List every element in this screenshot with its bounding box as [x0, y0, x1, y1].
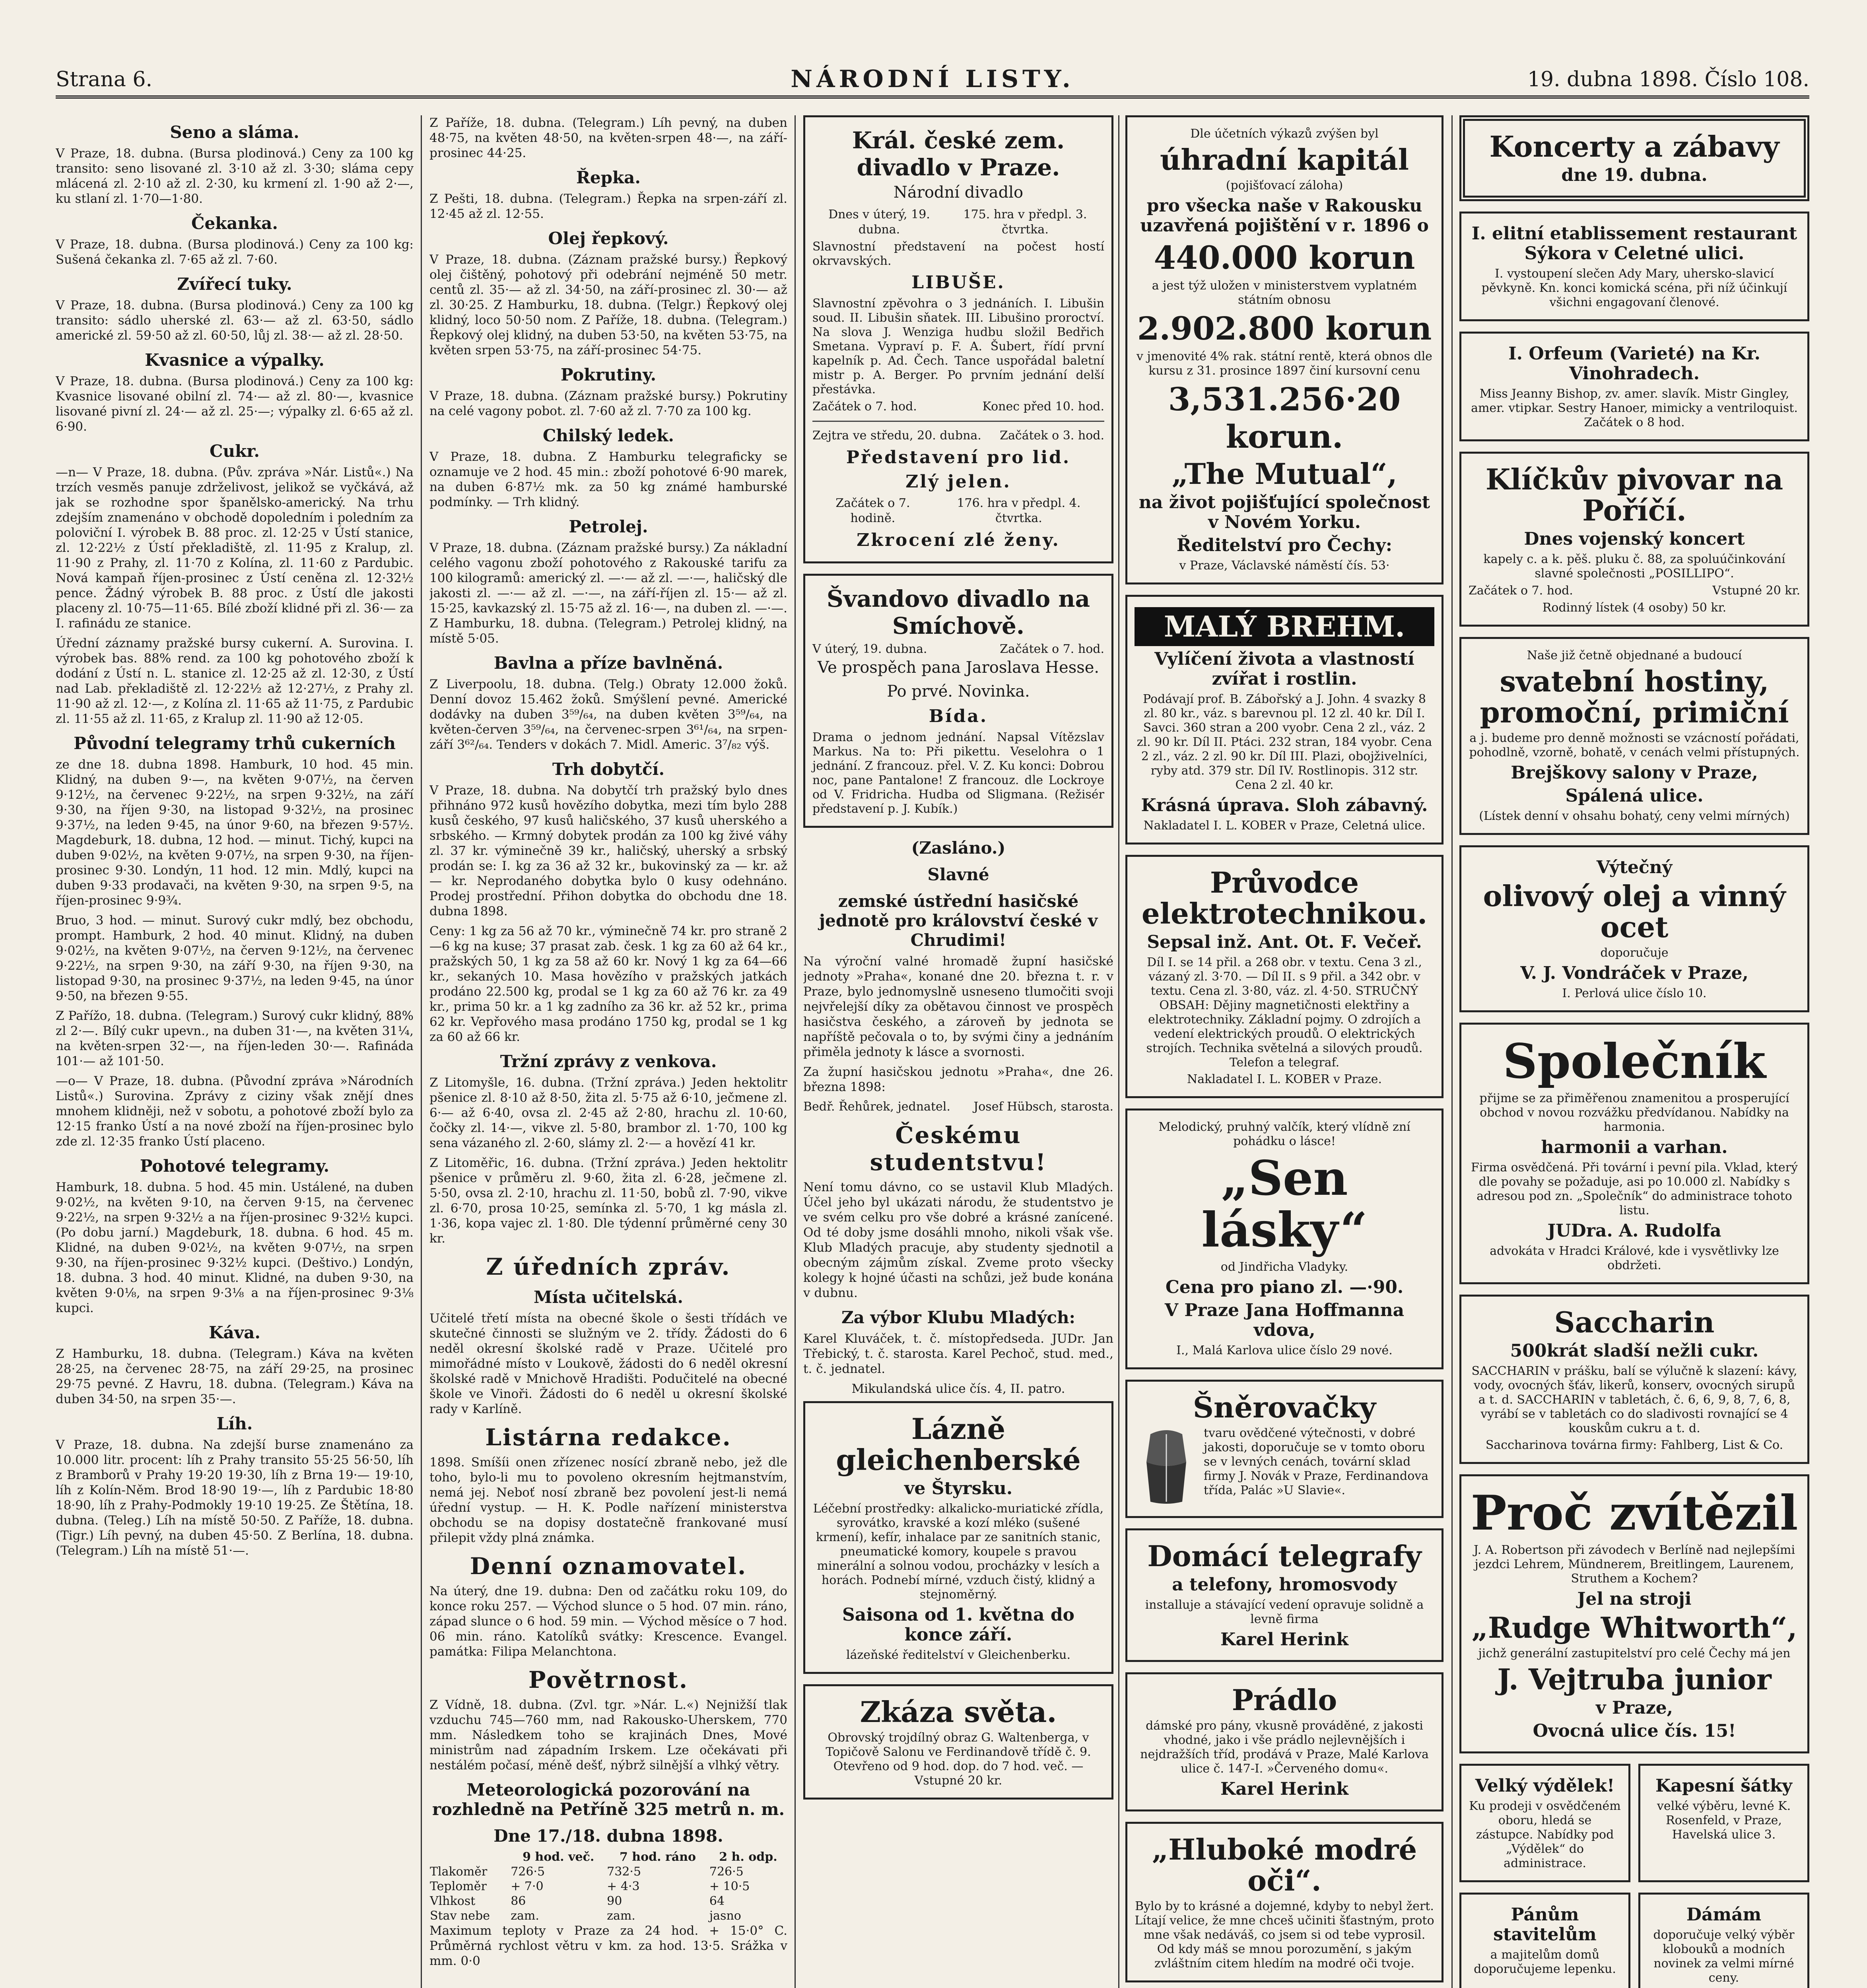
- program-date: Zejtra ve středu, 20. dubna.: [812, 429, 981, 443]
- ad-firm: Brejškovy salony v Praze,: [1511, 763, 1758, 783]
- ad-address: Ovocná ulice čís. 15!: [1533, 1721, 1736, 1741]
- ad-small: [1459, 1893, 1630, 1988]
- ad-subtitle: Výtečný: [1596, 857, 1673, 878]
- subsection-title: Místa učitelská.: [533, 1287, 684, 1307]
- table-row: [429, 1879, 787, 1894]
- ad-subtitle: Krásná úprava. Sloh zábavný.: [1141, 795, 1428, 815]
- ad-corsets: [1125, 1380, 1443, 1518]
- ad-venue: [1459, 212, 1809, 321]
- ad-title: „The Mutual“,: [1171, 457, 1397, 491]
- ad-text: kapely c. a k. pěš. pluku č. 88, za spoluúčinkování slavné společnosti „POSILLIPO“.: [1483, 552, 1785, 580]
- ad-brand: „Rudge Whitworth“,: [1471, 1611, 1797, 1644]
- ad-firm: Saccharinova továrna firmy: Fahlberg, List & Co.: [1485, 1438, 1783, 1452]
- theater-program: [803, 115, 1113, 563]
- ad-subtitle: Saisona od 1. května do konce září.: [842, 1605, 1074, 1645]
- section-title: Líh.: [216, 1414, 253, 1433]
- ad-bicycle: [1459, 1474, 1809, 1753]
- ad-text: (pojišťovací záloha): [1226, 179, 1343, 192]
- theater-title: Král. české zem. divadlo v Praze.: [852, 127, 1065, 181]
- ad-title: Dámám: [1686, 1905, 1762, 1925]
- ad-text: Nakladatel I. L. KOBER v Praze, Celetná ulice.: [1143, 819, 1426, 833]
- ad-amount: 3,531.256·20 korun.: [1168, 381, 1401, 455]
- ad-text: Nakladatel I. L. KOBER v Praze.: [1187, 1072, 1382, 1086]
- article-text: V Praze, 18. dubna. (Záznam pražské bursy.) Za nákladní celého vagonu zboží pohotového z Rakouské tarifu za 100 kilogramů: americký zl. —·— až zl. —·—, haličský dle jakosti zl. —·— až zl. —·—, na září-říjen zl. 15·— až zl. 15·25, kavkazský zl. 15·75 až zl. 16·—, na duben zl. —·—. Z Hamburku, 18. dubna. (Telegram.) Petrolej klidný, na místě 5·05.: [429, 541, 787, 646]
- signatures: [803, 1099, 1113, 1114]
- ad-text: v Praze, Václavské náměstí čís. 53·: [1179, 559, 1390, 573]
- ad-title: „Hluboké modré oči“.: [1152, 1833, 1417, 1897]
- article-text: Bruo, 3 hod. — minut. Surový cukr mdlý, bez obchodu, prompt. Hamburk, 2 hod. 40 minut. Klidný, na duben 9·02½, na květen 9·07½, na červen 9·12½, na červenec 9·22½, na srpen 9·30, na září 9·30, na říjen 9·30, na listopad 9·30, na prosinec 9·37½, na leden 9·45, na únor 9·50, na březen 9·55.: [56, 913, 414, 1003]
- section-title: Olej řepkový.: [548, 229, 669, 248]
- ad-text: a j. budeme pro denně možnosti se vzácností pořádati, pohodlně, vzorně, bohatě, v cenách velmi přístupných.: [1469, 731, 1800, 759]
- ad-text: Rodinný lístek (4 osoby) 50 kr.: [1542, 601, 1727, 615]
- issue-date: 19. dubna 1898. Číslo 108.: [1527, 68, 1809, 91]
- program-note: Ve prospěch pana Jaroslava Hesse.: [817, 658, 1100, 677]
- section-title: zemské ústřední hasičské jednotě pro království české v Chrudimi!: [819, 891, 1098, 950]
- ad-venue: [1459, 332, 1809, 441]
- ad-text: J. A. Robertson při závodech v Berlíně nad nejlepšími jezdci Lehrem, Mündnerem, Breitlingem, Laurenem, Struthem a Kochem?: [1473, 1543, 1795, 1586]
- article-text: Z Hamburku, 18. dubna. (Telegram.) Káva na květen 28·25, na červenec 28·75, na září 29·25, na prosinec 29·75 pevné. Z Havru, 18. dubna. (Telegram.) Káva na duben 34·50, na srpen 35·—.: [56, 1347, 414, 1406]
- table-header: 7 hod. ráno: [619, 1850, 696, 1864]
- corset-illustration: [1135, 1426, 1198, 1506]
- article-text: Z Vídně, 18. dubna. (Zvl. tgr. »Nár. L.«) Nejnižší tlak vzduchu 745—760 mm, nad Rakousko-Uherskem, 770 mm. Následkem toho se krajinách Dnes, Mové ministrům nad západním Irskem. Lze očekávati při nestálém počasí, méně dešť, nýbrž silnější a vlhký větry.: [429, 1698, 787, 1773]
- ad-text: I. Perlová ulice číslo 10.: [1562, 986, 1707, 1000]
- ad-painting: [803, 1684, 1113, 1800]
- article-text: V Praze, 18. dubna. (Bursa plodinová.) Ceny za 100 kg transito: sádlo uherské zl. 63·— až zl. 63·50, sádlo americké zl. 59·50 až zl. 60·50, lůj zl. 38·— až zl. 28·50.: [56, 298, 414, 343]
- table-cell: Tlakoměr: [430, 1865, 488, 1879]
- ad-text: a jest týž uložen v ministerstvem vyplatném státním obnosu: [1152, 279, 1417, 307]
- program-note: Po prvé. Novinka.: [887, 682, 1030, 701]
- article-text: Z Paříže, 18. dubna. (Telegram.) Líh pevný, na duben 48·75, na květen 48·50, na květen-srpen 48·—, na září-prosinec 44·25.: [429, 116, 787, 160]
- signature: Josef Hübsch, starosta.: [973, 1100, 1113, 1114]
- ad-text: (Lístek denní v ohsahu bohatý, ceny velmi mírných): [1479, 809, 1790, 823]
- article-text: Mikulandská ulice čís. 4, II. patro.: [851, 1382, 1065, 1396]
- ad-text: I. vystoupení slečen Ady Mary, uhersko-slavicí pěvkyně. Kn. konci komická scéna, při níž účinkují všichni engagovaní členové.: [1481, 267, 1787, 309]
- ad-title: Společník: [1503, 1033, 1766, 1089]
- ad-subtitle: Cena pro piano zl. —·90.: [1165, 1277, 1404, 1297]
- ad-oil: [1459, 845, 1809, 1012]
- meteo-table: [429, 1850, 787, 1923]
- ad-firm: Karel Herink: [1220, 1779, 1348, 1799]
- article-text: Z Pařížo, 18. dubna. (Telegram.) Surový cukr klidný, 88% zl 2·—. Bílý cukr upevn., na duben 31·—, na květen 31¼, na květen-srpen 32·—, na říjen-leden 30·—. Rafináda 101·— až 101·50.: [56, 1009, 414, 1068]
- article-text: V Praze, 18. dubna. Na zdejší burse znamenáno za 10.000 litr. procent: líh z Prahy transito 55·25 56·50, líh z Bramborů v Prahy 19·20 19·30, líh z Brna 19·— 19·10, líh z Kolín-Něm. Brod 18·90 19·—, líh z Pardubic 18·80 18·90, líh z Prahy-Podmokly 19·10 19·25. Ze Štětína, 18. dubna. (Teleg.) Líh na místě 50·50. Z Paříže, 18. dubna. (Tigr.) Líh pevný, na duben 45·50. Z Berlína, 18. dubna. (Telegram.) Líh na místě 51·—.: [56, 1438, 414, 1558]
- ad-text: installuje a stávající vedení opravuje solidně a levně firma: [1145, 1598, 1424, 1626]
- ad-brewery: [1459, 452, 1809, 627]
- ad-text: Dle účetních výkazů zvýšen byl: [1190, 127, 1379, 141]
- section-title: Čekanka.: [191, 214, 278, 233]
- ad-title: Koncerty a zábavy: [1489, 130, 1780, 163]
- section-title: Listárna redakce.: [485, 1424, 732, 1451]
- ad-firm: J. Vejtruba junior: [1497, 1662, 1772, 1696]
- ad-subtitle: 500krát sladší nežli cukr.: [1510, 1341, 1759, 1361]
- ad-text: Ku prodeji v osvědčeném oboru, hledá se zástupce. Nabídky pod „Výdělek“ do administrace.: [1469, 1799, 1621, 1870]
- table-cell: + 4·3: [607, 1879, 640, 1893]
- ad-row: [1459, 1893, 1809, 1988]
- table-header: [429, 1850, 510, 1864]
- program-start: Začátek o 3. hod.: [1000, 429, 1104, 443]
- ad-spa: [803, 1401, 1113, 1674]
- column-rule: [421, 115, 422, 1988]
- ad-text: od Jindřicha Vladyky.: [1220, 1260, 1348, 1274]
- ad-firm: V. J. Vondráček v Praze,: [1520, 963, 1748, 983]
- ad-title: Šněrovačky: [1193, 1390, 1376, 1424]
- ad-title: Průvodce elektrotechnikou.: [1141, 866, 1428, 930]
- article-text: Ceny: 1 kg za 56 až 70 kr., výminečně 74 kr. pro straně 2—6 kg na kuse; 37 prasat zab. česk. 1 kg za 60 až 64 kr., pražských 50, 1 kg za 58 až 60 kr. Nový 1 kg za 64—66 kr., sekaných 10. Masa hovězího v pražských jatkách prodáno 22.500 kg, prodal se 1 kg za 60 až 76 kr. za 49 kr., prima 50 kr. a 1 kg zadního za 36 kr. až 52 kr., prima 62 kr. Vepřového masa prodáno 1750 kg, prodal se 1 kg za 60 až 66 kr.: [429, 924, 787, 1044]
- ad-title: Domácí telegrafy: [1147, 1539, 1422, 1573]
- article-text: Na výroční valné hromadě župní hasičské jednoty »Praha«, konané dne 20. března t. r. v Praze, bylo jednomyslně usneseno tlumočiti svoji nejvřelejší díky za obětavou činnost ve prospěch hasičstva českého, a zároveň by jednota se napříště pečovala o to, by svými činy a jednáním přiměla jednoty k lásce a svornosti.: [803, 954, 1113, 1059]
- article-text: V Praze, 18. dubna. Na dobytčí trh pražský bylo dnes přihnáno 972 kusů hovězího dobytka, mezi tím bylo 288 kusů českého, 97 kusů haličského, 37 kusů uherského a srbského. — Krmný dobytek prodán za 100 kg živé váhy zl. 37 kr. výminečně 39 kr., haličský, uherský a srbský prodán se: I. kg za 36 až 32 kr., bukovinský za — kr. až — kr. Neprodaného dobytka bylo 0 kusy odehnáno. Prodej prostřední. Přihon dobytka do obchodu dne 18. dubna 1898.: [429, 783, 787, 918]
- article-text: —n— V Praze, 18. dubna. (Pův. zpráva »Nár. Listů«.) Na trzích vesměs panuje zdrželivost, jelikož se vyčkává, až jak se rozhodne spor španělsko-americký. Na trhu zdejším znamenáno v obchodě dopoledním i poledním za poloviční I. výrobek B. 88 proc. zl. 12·25 v Ústí stanice, zl. 12·22½ z Ústí překladiště, zl. 11·95 z Kralup, zl. 11·90 z Prahy, zl. 11·70 z Kolína, zl. 11·60 z Pardubic. Nová kampaň říjen-prosinec z Ústí ceněna zl. 12·32½ pence. Žádný výrobek B. 88 proc. z Ústí dle jakosti placeny zl. 10·75—11·65. Bílé zboží klidné při zl. 36·— za I. rafinádu ze stanice.: [56, 465, 414, 631]
- ad-subtitle: Dnes vojenský koncert: [1524, 529, 1745, 549]
- ad-subtitle: V Praze Jana Hoffmanna vdova,: [1164, 1300, 1405, 1340]
- ad-subtitle: Vylíčení života a vlastností zvířat i rostlin.: [1154, 649, 1414, 689]
- newspaper-title: NÁRODNÍ LISTY.: [791, 65, 1074, 93]
- table-cell: Stav nebe: [430, 1909, 490, 1923]
- article-text: V Praze, 18. dubna. (Bursa plodinová.) Ceny za 100 kg: Sušená čekanka zl. 7·65 až zl. 7·60.: [56, 237, 414, 267]
- ad-subtitle: Jel na stroji: [1577, 1589, 1692, 1609]
- ad-text: Podávají prof. B. Zábořský a J. John. 4 svazky 8 zl. 80 kr., váz. s barevnou pl. 12 zl. 40 kr. Díl I. Savci. 360 stran a 200 vyobr. Cena 2 zl., váz. 2 zl. 90 kr. Díl II. Ptáci. 232 stran, 184 vyobr. Cena 2 zl., váz. 2 zl. 90 kr. Díl III. Plazi, obojživelníci, ryby atd. 379 str. Díl IV. Rostlinopis. 312 str. Cena 2 zl. 40 kr.: [1137, 692, 1432, 792]
- ad-title: svatební hostiny, promoční, primiční: [1480, 664, 1789, 729]
- ad-partner: [1459, 1023, 1809, 1284]
- column-rule: [1118, 115, 1119, 1988]
- ad-firm: JUDra. A. Rudolfa: [1547, 1221, 1721, 1241]
- program-start: Začátek o 7. hod.: [812, 400, 917, 414]
- column-theater: [803, 115, 1113, 1988]
- program-line: [812, 207, 1104, 237]
- column-ads-right: [1459, 115, 1809, 1988]
- program-line: [812, 399, 1104, 414]
- ad-banquet: [1459, 637, 1809, 835]
- article-text: V Praze, 18. dubna. (Bursa plodinová.) Ceny za 100 kg: Kvasnice lisované obilní zl. 74·— až zl. 80·—, kvasnice lisované pivní zl. 24·— až zl. 25·—; výpalky zl. 6·65 až zl. 6·90.: [56, 374, 414, 434]
- ad-subtitle: ve Štyrsku.: [904, 1478, 1013, 1499]
- ad-text: SACCHARIN v prášku, balí se výlučně k slazení: kávy, vody, ovocných šťáv, likerů, konserv, ovocných sirupů a t. d. SACCHARIN v tabletách, č. 6, 6, 9, 8, 7, 6, 8, vyrábí se v tabletách co do sladivosti rovnající se 4 kouskům cukru a t. d.: [1471, 1364, 1797, 1435]
- ad-text: v jmenovité 4% rak. státní rentě, která obnos dle kursu z 31. prosince 1897 činí kursovní cenu: [1137, 349, 1432, 378]
- article-text: Maximum teploty v Praze za 24 hod. + 15·0° C. Průměrná rychlost větru v km. za hod. 13·5. Srážka v mm. 0·0: [429, 1924, 787, 1968]
- section-title: Za výbor Klubu Mladých:: [841, 1308, 1075, 1327]
- ad-firm: Karel Herink: [1220, 1629, 1348, 1650]
- ad-subtitle: Sepsal inž. Ant. Ot. F. Večeř.: [1147, 932, 1422, 952]
- section-title: Seno a sláma.: [170, 122, 299, 142]
- section-title: Slavné: [927, 865, 989, 884]
- section-title: Trh dobytčí.: [552, 759, 665, 779]
- section-title: Kvasnice a výpalky.: [145, 350, 324, 370]
- divider: [812, 421, 1104, 422]
- ad-title: Velký výdělek!: [1475, 1776, 1615, 1796]
- section-title: Tržní zprávy z venkova.: [500, 1052, 717, 1071]
- table-cell: Teploměr: [430, 1879, 487, 1893]
- ad-text: Firma osvědčená. Při tovární i pevní pila. Vklad, který dle povahy se požaduje, asi po 10.000 zl. Nabídky s adresou pod zn. „Společník“ do administrace tohoto listu.: [1471, 1161, 1798, 1217]
- program-line: [812, 642, 1104, 657]
- theater-program: [803, 574, 1113, 828]
- article-text: Z Liverpoolu, 18. dubna. (Telg.) Obraty 12.000 žoků. Denní dovoz 15.462 žoků. Smýšlení pevné. Americké dodávky na duben 3⁵⁹/₆₄, na duben květen 3⁵⁹/₆₄, na květen-červen 3⁵⁹/₆₄, na červenec-srpen 3⁶¹/₆₄, na srpen-září 3⁶²/₆₄. Tenders v dokách 7. Midl. Americ. 3⁷/₈₂ výš.: [429, 677, 787, 752]
- ad-small: [1638, 1764, 1809, 1882]
- ad-amount: 2.902.800 korun: [1137, 310, 1432, 347]
- ad-title: Pánům stavitelům: [1493, 1905, 1597, 1945]
- program-date: Dnes v úterý, 19. dubna.: [828, 208, 930, 237]
- article-text: V Praze, 18. dubna. (Záznam pražské bursy.) Řepkový olej čištěný, pohotový při odebrání nejméně 50 metr. centů zl. 35·— až zl. 34·50, na září-prosinec zl. 30·— až zl. 30·25. Z Hamburku, 18. dubna. (Telgr.) Řepkový olej klidný, loco 50·50 nom. Z Paříže, 18. dubna. (Telegram.) Řepkový olej klidný, na duben 53·50, na květen 53·75, na květen srpen 53·75, na září-prosinec 54·75.: [429, 252, 787, 357]
- section-title: Petrolej.: [569, 517, 648, 536]
- ad-row: [1459, 1764, 1809, 1893]
- ad-subtitle: a telefony, hromosvody: [1172, 1574, 1397, 1595]
- program-start: Začátek o 7. hodině.: [835, 496, 910, 525]
- play-description: Slavnostní zpěvohra o 3 jednáních. I. Libušin soud. II. Libušin sňatek. III. Libušino proroctví. Na slova J. Wenziga hudbu složil Bedřich Smetana. Vypraví p. F. A. Šubert, řídí první kapelník p. Ad. Čech. Tance uspořádal baletní mistr p. A. Berger. Po prvním jednání delší přestávka.: [812, 297, 1104, 396]
- program-note: Představení pro lid.: [846, 447, 1071, 468]
- ad-entry: Vstupné 20 kr.: [1712, 584, 1800, 598]
- play-title: Zkrocení zlé ženy.: [857, 530, 1060, 550]
- ad-music: [1125, 1109, 1443, 1369]
- ad-subtitle: na život pojišťující společnost v Novém Yorku.: [1138, 492, 1430, 532]
- subsection-title: Dne 17./18. dubna 1898.: [493, 1826, 723, 1846]
- article-text: Karel Kluváček, t. č. místopředseda. JUDr. Jan Třebický, t. č. starosta. Karel Pechoč, stud. med., t. č. jednatel.: [803, 1332, 1113, 1376]
- ad-title: Klíčkův pivovar na Poříčí.: [1485, 462, 1783, 527]
- ad-title: olivový olej a vinný ocet: [1483, 879, 1786, 944]
- ad-title: Proč zvítězil: [1471, 1485, 1798, 1541]
- table-cell: 90: [607, 1894, 622, 1908]
- article-text: V Praze, 18. dubna. Z Hamburku telegraficky se oznamuje ve 2 hod. 45 min.: zboží pohotové 6·90 marek, na duben 6·87½ mk. za 50 kg známé hamburské podmínky. — Trh klidný.: [429, 450, 787, 509]
- program-line: [812, 428, 1104, 443]
- section-title: Chilský ledek.: [542, 426, 674, 445]
- ad-notice: [1125, 1822, 1443, 1982]
- column-market-reports: [56, 115, 414, 1988]
- table-cell: Vlhkost: [430, 1894, 476, 1908]
- ad-text: Melodický, pruhný valčík, který vlídně zní pohádku o lásce!: [1158, 1120, 1410, 1148]
- ad-text: Miss Jeanny Bishop, zv. amer. slavík. Mistr Gingley, amer. vtipkar. Sestry Hanoer, mimicky a ventriloquist. Začátek o 8 hod.: [1471, 387, 1798, 429]
- table-header: 2 h. odp.: [719, 1850, 777, 1864]
- ad-amount: 440.000 korun: [1154, 239, 1415, 276]
- table-row: [429, 1894, 787, 1908]
- article-text: Hamburk, 18. dubna. 5 hod. 45 min. Ustálené, na duben 9·02½, na květen 9·10, na červen 9·15, na červenec 9·22½, na srpen 9·32½ a na říjen-prosinec 9·32½ kupci. (Po dobu jarní.) Magdeburk, 18. dubna. 6 hod. 45 m. Klidné, na duben 9·02½, na květen 9·07½, na srpen 9·30, na říjen-prosinec 9·32½ kupci. (Deštivo.) Londýn, 18. dubna. 3 hod. 40 minut. Klidné, na duben 9·30, na květen 9·0⅛, na srpen 9·3⅛ a na říjen-prosinec 9·3⅛ kupci.: [56, 1180, 414, 1315]
- column-ads-middle: [1125, 115, 1443, 1988]
- ad-telegraph: [1125, 1528, 1443, 1662]
- article-text: Z Litomyšle, 16. dubna. (Tržní zpráva.) Jeden hektolitr pšenice zl. 8·10 až 8·50, žita zl. 5·75 až 6·10, ječmene zl. 6·— až 6·40, ovsa zl. 2·45 až 2·80, hrachu zl. 10·60, čočky zl. 14·—, vikve zl. 5·80, brambor zl. 1·70, 100 kg sena vázaného zl. 2·60, slámy zl. 2·— a hovězí 41 kr.: [429, 1076, 787, 1150]
- article-text: —o— V Praze, 18. dubna. (Původní zpráva »Národních Listů«.) Surovina. Zprávy z ciziny však znějí dnes mnohem klidněji, než v sobotu, a pohotové zboží bylo za 12·15 franko Ústí a na nové zboží na říjen-prosinec bylo zde zl. 12·35 franko Ústí placeno.: [56, 1074, 414, 1149]
- article-text: Z Litoměřic, 16. dubna. (Tržní zpráva.) Jeden hektolitr pšenice v průměru zl. 9·60, žita zl. 6·28, ječmene zl. 5·50, ovsa zl. 2·10, hrachu zl. 11·50, bobů zl. 7·90, vikve zl. 6·70, prosa 10·25, semínka zl. 5·70, 1 kg másla zl. 1·36, kopa vajec zl. 1·80. Dle týdenní průměrné ceny 30 kr.: [429, 1156, 787, 1246]
- ad-text: Bylo by to krásné a dojemné, kdyby to nebyl žert. Lítají velice, že mne chceš učiniti šťastným, proto mne však nedáváš, co jsem si od tebe vyprosil. Od kdy máš se mnou porozumění, s jakým zvláštním citem hledím na modré oči tvoje.: [1135, 1899, 1434, 1971]
- article-text: Úřední záznamy pražské bursy cukerní. A. Surovina. I. výrobek bas. 88% rend. za 100 kg pohotového zboží k dodání z Ústí n. L. stanice zl. 12·25 až zl. 12·30, z Ústí nad Lab. překladiště zl. 12·22½ až 12·27½, z Prahy zl. 11·90 až zl. 12·—, z Kolína zl. 11·65 až 11·75, z Pardubic zl. 11·55 až zl. 11·65, z Kralup zl. 11·90 až 12·05.: [56, 636, 414, 726]
- ad-title: I. Orfeum (Varieté) na Kr. Vinohradech.: [1508, 344, 1760, 384]
- ad-line: [1469, 583, 1800, 598]
- program-date: V úterý, 19. dubna.: [812, 642, 927, 656]
- signature: Bedř. Řehůrek, jednatel.: [803, 1100, 950, 1114]
- section-title: Bavlna a příze bavlněná.: [493, 653, 723, 673]
- ad-book: [1125, 855, 1443, 1098]
- ad-title: Zkáza světa.: [860, 1695, 1057, 1729]
- ad-saccharin: [1459, 1295, 1809, 1464]
- section-title: Káva.: [209, 1323, 260, 1342]
- ad-title: „Sen lásky“: [1201, 1150, 1368, 1258]
- ad-title: I. elitní etablissement restaurant Sýkora v Celetné ulici.: [1471, 223, 1797, 264]
- ad-text: doporučuje velký výběr klobouků a modních novinek za velmi mírné ceny.: [1653, 1928, 1795, 1985]
- section-title: Řepka.: [576, 168, 641, 187]
- ad-text: Naše již četně objednané a budoucí: [1527, 648, 1742, 662]
- ad-subtitle: pro všecka naše v Rakousku uzavřená pojištění v r. 1896 o: [1140, 196, 1429, 236]
- table-cell: + 7·0: [511, 1879, 544, 1893]
- table-row: [429, 1864, 787, 1879]
- ad-title: MALÝ BREHM.: [1135, 607, 1434, 646]
- table-cell: 64: [709, 1894, 725, 1908]
- ad-text: tvaru ovědčené výtečnosti, v dobré jakosti, doporučuje se v tomto oboru se v levných cenách, tovární sklad firmy J. Novák v Praze, Ferdinandova třída, Palác »U Slavie«.: [1204, 1426, 1429, 1497]
- article-text: ze dne 18. dubna 1898. Hamburk, 10 hod. 45 min. Klidný, na duben 9·—, na květen 9·07½, na červen 9·12½, na červenec 9·22½, na srpen 9·32½, na září 9·30, na říjen 9·30, na listopad 9·32½, na prosinec 9·37½, na leden 9·45, na únor 9·60, na březen 9·57½. Magdeburk, 18. dubna, 12 hod. — minut. Tichý, kupci na duben 9·02½, na květen 9·07½, na srpen 9·30, na říjen-prosinec 9·30. Londýn, 11 hod. 12 min. Mdlý, kupci na duben 9·33 prodavači, na květen 9·30, na srpen 9·5, na říjen-prosinec 9·9¾.: [56, 757, 414, 908]
- article-text: Z Pešti, 18. dubna. (Telegram.) Řepka na srpen-září zl. 12·45 až zl. 12·55.: [429, 192, 787, 221]
- table-cell: 86: [511, 1894, 526, 1908]
- page-number: Strana 6.: [56, 68, 153, 91]
- ad-text: lázeňské ředitelství v Gleichenberku.: [846, 1648, 1070, 1662]
- ad-small: [1638, 1893, 1809, 1988]
- article-text: V Praze, 18. dubna. (Bursa plodinová.) Ceny za 100 kg transito: seno lisované zl. 3·10 až zl. 3·30; sláma cepy mlácená zl. 2·10 až zl. 2·30, ku krmení zl. 1·90 až 2·—, ku stlaní zl. 1·70—1·80.: [56, 146, 414, 206]
- ad-text: Léčební prostředky: alkalicko-muriatické zřídla, syrovátko, kravské a kozí mléko (sušené krmení), kefír, inhalace par ze sanitních stanic, pneumatické komory, koupele s pravou minerální a solnou vodou, procházky v lesích a horách. Podnebí mírné, vzduch čistý, klidný a stejnoměrný.: [813, 1502, 1104, 1602]
- table-cell: zam.: [607, 1909, 635, 1923]
- section-title: Denní oznamovatel.: [470, 1553, 747, 1580]
- ad-subtitle: harmonii a varhan.: [1541, 1137, 1728, 1157]
- ad-title: Lázně gleichenberské: [836, 1412, 1081, 1477]
- table-cell: 726·5: [709, 1865, 744, 1879]
- ad-text: doporučuje: [1600, 946, 1669, 960]
- ad-text: jichž generální zastupitelství pro celé Čechy má jen: [1478, 1646, 1791, 1660]
- article-text: Není tomu dávno, co se ustavil Klub Mladých. Účel jeho byl ukázati národu, že studentstvo je ve svém celku pro vše dobré a krásné zanícené. Od té doby jsme dosáhli mnoho, nikoli však vše. Klub Mladých pracuje, aby studenty sjednotil a obecným zájmům získal. Zveme proto všecky kolegy k hojné účasti na schůzi, jež bude konána v dubnu.: [803, 1180, 1113, 1300]
- ad-insurance: [1125, 115, 1443, 584]
- program-start: Začátek o 7. hod.: [1000, 642, 1104, 656]
- ad-text: a majitelům domů doporučujeme lepenku.: [1474, 1948, 1616, 1976]
- ad-concerts-header: [1459, 115, 1809, 201]
- ad-subtitle: v Praze,: [1596, 1698, 1673, 1718]
- ad-text: I., Malá Karlova ulice číslo 29 nové.: [1176, 1343, 1393, 1357]
- column-rule: [795, 115, 796, 1988]
- section-title: Cukr.: [210, 441, 260, 461]
- section-title: Z úředních zpráv.: [486, 1253, 731, 1280]
- ad-text: dámské pro pány, vkusně prováděné, z jakosti vhodné, jako i vše prádlo nejlevnějších i nejdražších tříd, prodává v Praze, Malé Karlova ulice č. 147-I. »Červeného domu«.: [1140, 1719, 1429, 1776]
- table-cell: jasno: [709, 1909, 741, 1923]
- ad-subtitle: Spálená ulice.: [1565, 786, 1704, 806]
- ad-linen: [1125, 1672, 1443, 1811]
- section-title: Povětrnost.: [528, 1666, 689, 1693]
- ad-title: úhradní kapitál: [1160, 143, 1409, 177]
- masthead: [56, 60, 1809, 99]
- section-title: (Zasláno.): [911, 838, 1006, 858]
- program-note: Slavnostní představení na počest hostí okrvavských.: [812, 240, 1104, 268]
- table-header-row: [429, 1850, 787, 1864]
- section-title: Českému studentstvu!: [870, 1122, 1047, 1176]
- table-cell: zam.: [511, 1909, 539, 1923]
- article-text: V Praze, 18. dubna. (Záznam pražské bursy.) Pokrutiny na celé vagony pobot. zl. 7·60 až zl. 7·70 za 100 kg.: [429, 389, 787, 418]
- ad-title: Prádlo: [1232, 1683, 1337, 1717]
- article-text: Za župní hasičskou jednotu »Praha«, dne 26. března 1898:: [803, 1065, 1113, 1094]
- ad-subtitle: dne 19. dubna.: [1561, 165, 1708, 185]
- ad-title: Kapesní šátky: [1655, 1776, 1792, 1796]
- ad-title: Saccharin: [1554, 1305, 1715, 1339]
- ad-text: Obrovský trojdílný obraz G. Waltenberga, v Topičově Salonu ve Ferdinandově třídě č. 9. Otevřeno od 9 hod. dop. do 7 hod. več. — Vstupné 20 kr.: [826, 1731, 1091, 1788]
- theater-subtitle: Národní divadlo: [893, 183, 1024, 202]
- ad-text: advokáta v Hradci Králové, kde i vysvětlivky lze obdržeti.: [1490, 1244, 1779, 1272]
- article-text: 1898. Smíšíi onen zřízenec nosící zbraně nebo, jež dle toho, bylo-li mu to povoleno okresním hejtmanstvím, nemá jej. Neboť nosí zbraně bez povolení jest-li nemá úřední vystup. — H. K. Podle nařízení ministerstva obchodu se na dopisy dostatečně frankované musí přilepit vždy plná známka.: [429, 1455, 787, 1545]
- table-header: 9 hod. več.: [523, 1850, 594, 1864]
- theater-title: Švandovo divadlo na Smíchově.: [826, 585, 1090, 639]
- ad-small: [1459, 1764, 1630, 1882]
- table-row: [429, 1908, 787, 1923]
- article-text: Učitelé třetí místa na obecné škole o šesti třídách ve skutečné činnosti se služným ve 2. třídy. Žádosti do 6 neděl okresní školské radě v Praze. Učitelé pro mimořádné místo v Loukově, žádosti do 6 neděl okresní školské radě v Mnichově Hradišti. Podučitelé na obecné škole ve Vinoři. Žádosti do 6 neděl u okresní školské rady v Karlíně.: [429, 1311, 787, 1416]
- play-description: Drama o jednom jednání. Napsal Vítězslav Markus. Na to: Při pikettu. Veselohra o 1 jednání. Z francouz. přel. V. Z. Ku konci: Dobrou noc, pane Pantalone! Z francouz. dle Lockroye od V. Fridricha. Hudba od Sligmana. (Režisér představení p. J. Kubík.): [812, 730, 1104, 816]
- program-line: [812, 496, 1104, 526]
- table-cell: 732·5: [607, 1865, 641, 1879]
- column-market-news: [429, 115, 787, 1988]
- program-perf: 175. hra v předpl. 3. čtvrtka.: [963, 208, 1087, 237]
- ad-book: [1125, 595, 1443, 845]
- ad-start: Začátek o 7. hod.: [1469, 584, 1573, 598]
- section-title: Pohotové telegramy.: [140, 1156, 330, 1176]
- table-cell: 726·5: [511, 1865, 545, 1879]
- section-title: Původní telegramy trhů cukerních: [74, 734, 396, 753]
- play-title: Zlý jelen.: [905, 472, 1011, 492]
- article-text: Na úterý, dne 19. dubna: Den od začátku roku 109, do konce roku 257. — Východ slunce o 5 hod. 07 min. ráno, západ slunce o 6 hod. 59 min. — Východ měsíce o 7 hod. 06 min. ráno. Katolíků svátky: Krescence. Evangel. památka: Filipa Melanchtona.: [429, 1584, 787, 1659]
- program-perf: 176. hra v předpl. 4. čtvrtka.: [957, 496, 1081, 525]
- ad-text: velké výběru, levné K. Rosenfeld, v Praze, Havelská ulice 3.: [1657, 1799, 1791, 1842]
- section-title: Meteorologická pozorování na rozhledně na Petříně 325 metrů n. m.: [432, 1780, 785, 1819]
- column-rule: [1451, 115, 1453, 1988]
- section-title: Zvířecí tuky.: [177, 274, 292, 294]
- section-title: Pokrutiny.: [560, 365, 657, 384]
- ad-text: přijme se za přiměřenou znamenitou a prosperující obchod v novou rozvážku předvídanou. Nabídky na harmonia.: [1479, 1091, 1789, 1134]
- play-title: LIBUŠE.: [911, 272, 1005, 293]
- play-title: Bída.: [929, 706, 988, 726]
- program-end: Konec před 10. hod.: [982, 400, 1104, 414]
- ad-subtitle: Ředitelství pro Čechy:: [1177, 535, 1392, 555]
- table-cell: + 10·5: [709, 1879, 750, 1893]
- ad-text: Díl I. se 14 přil. a 268 obr. v textu. Cena 3 zl., vázaný zl. 3·70. — Díl II. s 9 přil. a 342 obr. v textu. Cena zl. 3·80, váz. zl. 4·50. STRUČNÝ OBSAH: Dějiny magnetičnosti elektřiny a elektrotechniky. Základní pojmy. O zdrojích a vedení elektrických proudů. O elektrických strojích. Technika světelná a silových proudů. Telefon a telegraf.: [1146, 955, 1423, 1070]
